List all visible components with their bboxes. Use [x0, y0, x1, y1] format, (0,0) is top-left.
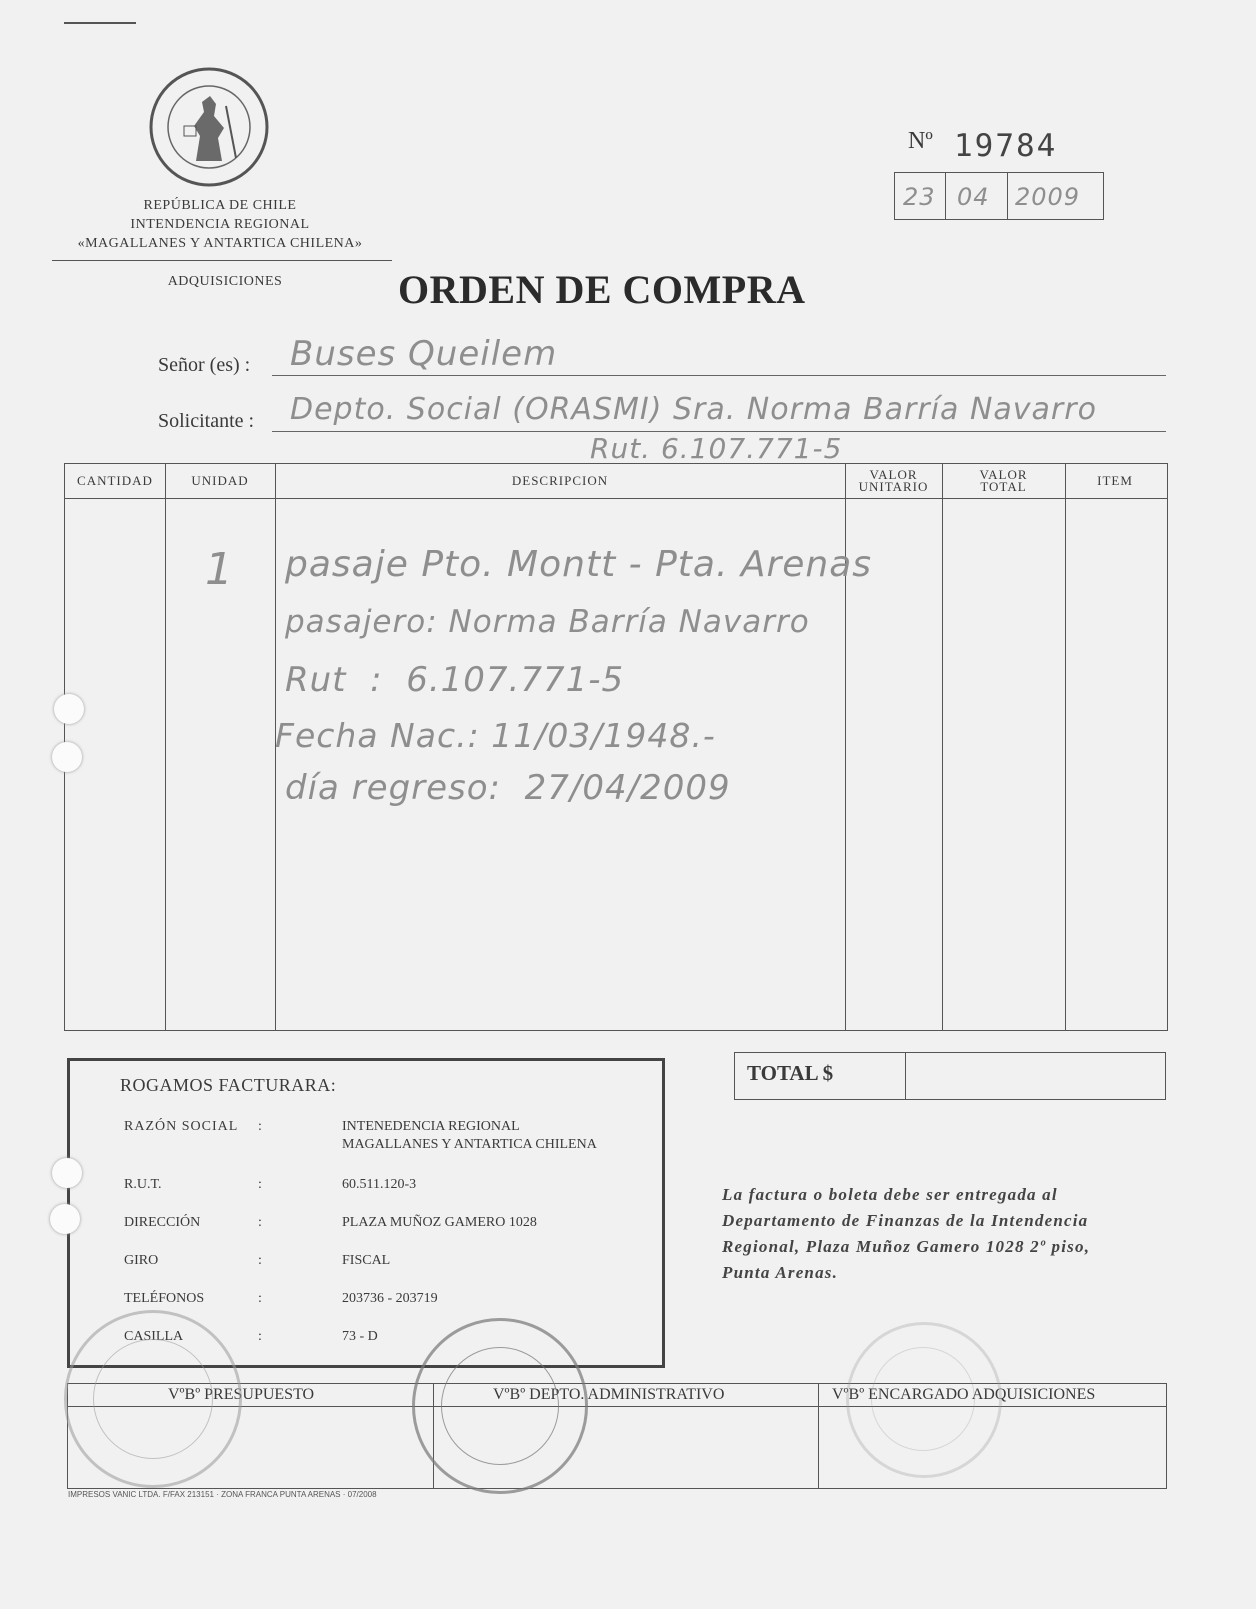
- page-title: ORDEN DE COMPRA: [398, 267, 806, 312]
- col-cantidad: CANTIDAD: [77, 473, 153, 488]
- total-label: TOTAL $: [747, 1061, 834, 1085]
- approval-presupuesto: VºBº PRESUPUESTO: [168, 1386, 315, 1403]
- approval-adquisiciones: VºBº ENCARGADO ADQUISICIONES: [832, 1386, 1096, 1403]
- punch-hole-icon: [52, 1158, 82, 1188]
- billing-giro-label: GIRO: [124, 1253, 159, 1268]
- billing-razon-value-1: INTENEDENCIA REGIONAL: [342, 1119, 520, 1134]
- billing-casilla-value: 73 - D: [342, 1329, 378, 1344]
- col-valor-unitario: VALOR UNITARIO: [858, 467, 929, 494]
- billing-giro-value: FISCAL: [342, 1253, 391, 1268]
- finanzas-stamp-icon: [64, 1310, 242, 1488]
- row-line3: Rut : 6.107.771-5: [285, 660, 625, 700]
- invoice-note-line2: Departamento de Finanzas de la Intendencia: [722, 1211, 1089, 1230]
- order-date-day: 23: [903, 183, 936, 211]
- billing-rut-label: R.U.T.: [124, 1177, 162, 1192]
- order-number: 19784: [954, 128, 1058, 164]
- header-department: ADQUISICIONES: [167, 274, 283, 289]
- header-region: «MAGALLANES Y ANTARTICA CHILENA»: [77, 236, 363, 251]
- row-line2: pasajero: Norma Barría Navarro: [285, 604, 810, 640]
- invoice-note: [722, 1182, 1152, 1286]
- col-unidad: UNIDAD: [191, 473, 249, 488]
- adquisiciones-stamp-icon: [846, 1322, 1002, 1478]
- total-box: [734, 1052, 1166, 1100]
- billing-direccion-label: DIRECCIÓN: [124, 1215, 201, 1230]
- billing-box: ROGAMOS FACTURARA: RAZÓN SOCIAL : INTENEDENCIA REGIONAL MAGALLANES Y ANTARTICA CHILENA R.U.T. : 60.511.120-3 DIRECCIÓN : PLAZA MUÑOZ GAMERO 1028 GIRO : FISCAL TELÉFONOS : 203736 - 203719 CASILLA : 73 - D: [67, 1058, 665, 1368]
- invoice-note-line4: Punta Arenas.: [722, 1263, 839, 1282]
- billing-rut-value: 60.511.120-3: [342, 1177, 417, 1192]
- row-line5: día regreso: 27/04/2009: [285, 768, 731, 808]
- billing-direccion-value: PLAZA MUÑOZ GAMERO 1028: [342, 1215, 537, 1230]
- items-header-divider: [65, 498, 1167, 499]
- items-table: [64, 463, 1168, 1031]
- order-date-year: 2009: [1015, 183, 1081, 211]
- punch-hole-icon: [52, 742, 82, 772]
- header-intendencia: INTENDENCIA REGIONAL: [130, 217, 310, 232]
- col-descripcion: DESCRIPCION: [511, 473, 609, 488]
- row-line4: Fecha Nac.: 11/03/1948.-: [275, 716, 716, 755]
- senor-value: Buses Queilem: [290, 334, 558, 374]
- billing-telefonos-value: 203736 - 203719: [342, 1291, 438, 1306]
- order-number-label: Nº: [908, 128, 933, 154]
- order-date-box: [894, 172, 1104, 220]
- senor-line: [272, 374, 1166, 376]
- administrativo-stamp-icon: [412, 1318, 588, 1494]
- order-date-month: 04: [957, 183, 990, 211]
- col-item: ITEM: [1097, 473, 1133, 488]
- billing-telefonos-label: TELÉFONOS: [124, 1291, 205, 1306]
- row-line1: pasaje Pto. Montt - Pta. Arenas: [285, 544, 873, 585]
- punch-hole-icon: [50, 1204, 80, 1234]
- header-republic: REPÚBLICA DE CHILE: [143, 198, 297, 213]
- punch-hole-icon: [54, 694, 84, 724]
- corner-mark: [64, 22, 136, 24]
- row-cantidad: 1: [205, 544, 234, 595]
- header-divider: [52, 260, 392, 261]
- invoice-note-line1: La factura o boleta debe ser entregada al: [722, 1185, 1058, 1204]
- regional-seal-icon: [148, 66, 270, 188]
- invoice-note-line3: Regional, Plaza Muñoz Gamero 1028 2º piso,: [722, 1237, 1091, 1256]
- billing-heading: ROGAMOS FACTURARA:: [120, 1075, 337, 1095]
- senor-label: Señor (es) :: [158, 354, 251, 376]
- solicitante-label: Solicitante :: [158, 410, 255, 432]
- solicitante-value: Depto. Social (ORASMI) Sra. Norma Barría Navarro: [290, 392, 1097, 427]
- billing-casilla-label: CASILLA: [124, 1329, 184, 1344]
- approval-administrativo: VºBº DEPTO. ADMINISTRATIVO: [493, 1386, 725, 1403]
- billing-razon-value-2: MAGALLANES Y ANTARTICA CHILENA: [342, 1137, 597, 1152]
- col-valor-total: VALOR TOTAL: [979, 467, 1028, 494]
- printer-footer: IMPRESOS VANIC LTDA. F/FAX 213151 · ZONA FRANCA PUNTA ARENAS · 07/2008: [68, 1490, 377, 1499]
- solicitante-rut: Rut. 6.107.771-5: [590, 432, 843, 465]
- billing-razon-label: RAZÓN SOCIAL: [124, 1119, 239, 1134]
